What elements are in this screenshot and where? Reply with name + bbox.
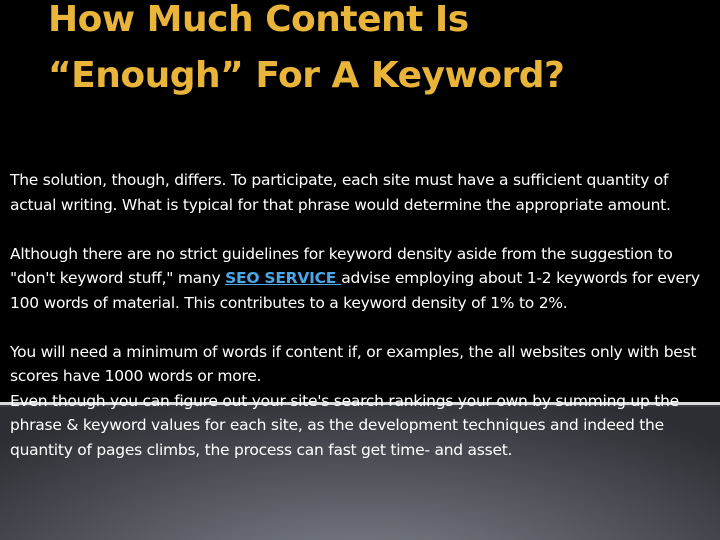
- paragraph-gap: [10, 315, 710, 340]
- paragraph-gap: [10, 217, 710, 242]
- slide-title: [48, 0, 708, 104]
- slide-body: [10, 168, 710, 462]
- paragraph-solution: The solution, though, differs. To participate, each site must have a sufficient quantity of actual writing. What is typical for that phrase would determine the appropriate amount.: [10, 171, 671, 214]
- title-line-1: How Much Content Is: [48, 0, 469, 40]
- paragraph-search-rankings: Even though you can figure out your site's search rankings your own by summing up the phrase & keyword values for each site, as the development techniques and indeed the quantity of pages climbs, the process can fast get time- and asset.: [10, 391, 679, 459]
- paragraph-keyword-density: [10, 242, 710, 316]
- title-line-2: “Enough” For A Keyword?: [48, 55, 565, 96]
- paragraph-minimum-words: You will need a minimum of words if content if, or examples, the all websites only with best scores have 1000 words or more.: [10, 342, 697, 385]
- paragraph-keyword-density-start: Although there are no strict guidelines for keyword density aside from the suggestion to "don't keyword stuff," many: [10, 244, 673, 287]
- paragraph-keyword-density-end: advise employing about 1-2 keywords for every 100 words of material. This contributes to a keyword density of 1% to 2%.: [10, 269, 700, 312]
- seo-service-link[interactable]: SEO SERVICE: [225, 269, 342, 287]
